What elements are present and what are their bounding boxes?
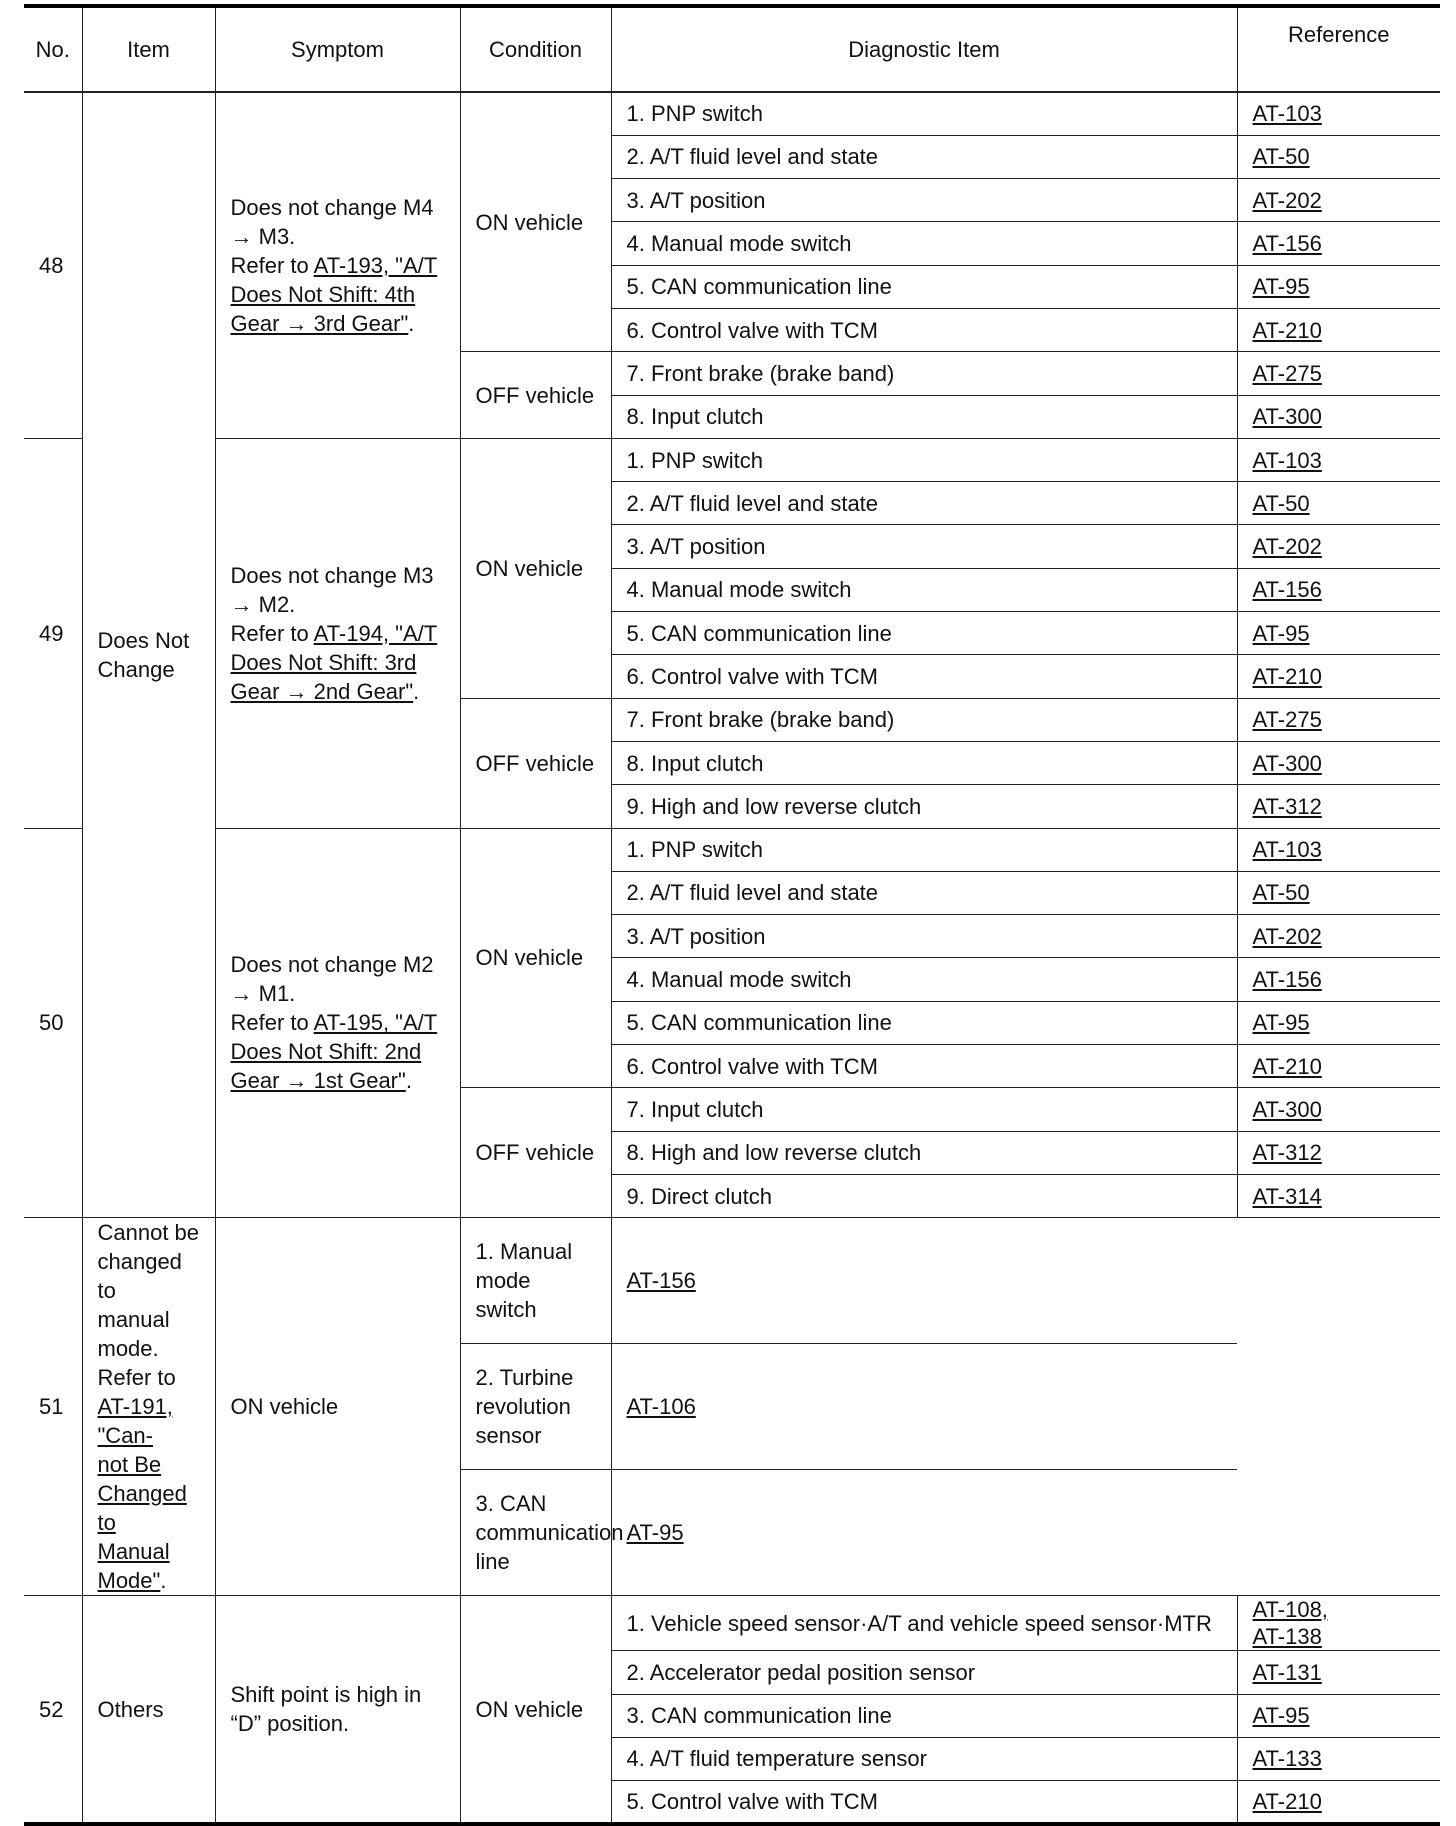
diagnostic-item: 2. Turbine revolution sensor — [460, 1344, 611, 1470]
diagnostic-item: 7. Front brake (brake band) — [611, 352, 1237, 395]
reference-link[interactable]: AT-202 — [1252, 187, 1322, 213]
reference-link[interactable]: AT-210 — [1252, 1053, 1322, 1079]
reference-cell — [1237, 352, 1440, 395]
condition-cell: OFF vehicle — [460, 698, 611, 828]
diagnostic-item: 3. A/T position — [611, 525, 1237, 568]
diagnostic-item: 2. A/T fluid level and state — [611, 482, 1237, 525]
reference-cell — [1237, 741, 1440, 784]
reference-cell — [1237, 655, 1440, 698]
reference-cell — [1237, 482, 1440, 525]
reference-cell — [1237, 1737, 1440, 1780]
symptom-cell: Does not change M4 → M3. Refer to AT-193, "A/T Does Not Shift: 4th Gear → 3rd Gear". — [215, 92, 460, 438]
reference-cell — [611, 1218, 1237, 1344]
reference-cell — [1237, 1651, 1440, 1694]
row-number: 51 — [24, 1218, 82, 1596]
diagnostic-item: 1. Vehicle speed sensor·A/T and vehicle speed sensor·MTR — [611, 1596, 1237, 1651]
reference-link[interactable]: AT-50 — [1252, 880, 1310, 906]
reference-link[interactable]: AT-95 — [1252, 1703, 1310, 1729]
row-number: 52 — [24, 1596, 82, 1824]
condition-cell: ON vehicle — [460, 828, 611, 1088]
diagnostic-item: 5. CAN communication line — [611, 612, 1237, 655]
diagnostic-item: 5. CAN communication line — [611, 265, 1237, 308]
reference-link[interactable]: AT-210 — [1252, 317, 1322, 343]
reference-cell — [1237, 785, 1440, 828]
reference-link[interactable]: AT-156 — [1252, 577, 1322, 603]
condition-cell: ON vehicle — [460, 438, 611, 698]
reference-link[interactable]: AT-156 — [1252, 967, 1322, 993]
diagnostic-item: 5. CAN communication line — [611, 1001, 1237, 1044]
reference-link[interactable]: AT-300 — [1252, 404, 1322, 430]
header-diagnostic-item: Diagnostic Item — [611, 6, 1237, 92]
symptom-cell: Cannot be changed to manual mode. Refer to AT-191, "Can- not Be Changed to Manual Mode". — [82, 1218, 215, 1596]
reference-cell — [1237, 915, 1440, 958]
reference-cell — [611, 1344, 1237, 1470]
reference-link[interactable]: AT-108, — [1252, 1597, 1328, 1623]
reference-cell — [1237, 222, 1440, 265]
diagnostic-item: 3. A/T position — [611, 179, 1237, 222]
table-row — [24, 1218, 1440, 1344]
reference-cell — [1237, 1596, 1440, 1651]
symptom-cell: Does not change M2 → M1. Refer to AT-195, "A/T Does Not Shift: 2nd Gear → 1st Gear". — [215, 828, 460, 1218]
reference-cell — [1237, 958, 1440, 1001]
reference-link[interactable]: AT-103 — [1252, 101, 1322, 127]
reference-cell — [1237, 135, 1440, 178]
reference-link[interactable]: AT-95 — [1252, 1010, 1310, 1036]
diagnostic-item: 7. Front brake (brake band) — [611, 698, 1237, 741]
reference-link[interactable]: AT-95 — [626, 1520, 684, 1546]
reference-link[interactable]: AT-95 — [1252, 274, 1310, 300]
reference-cell — [1237, 395, 1440, 438]
header-no: No. — [24, 6, 82, 92]
symptom-cell: Shift point is high in “D” position. — [215, 1596, 460, 1824]
reference-link[interactable]: AT-210 — [1252, 664, 1322, 689]
diagnostic-item: 2. A/T fluid level and state — [611, 871, 1237, 914]
diagnostic-item: 4. Manual mode switch — [611, 958, 1237, 1001]
diagnostic-item: 8. High and low reverse clutch — [611, 1131, 1237, 1174]
symptom-link[interactable]: AT-195, "A/T Does Not Shift: 2nd Gear → 1st Gear" — [230, 1010, 438, 1094]
reference-link[interactable]: AT-50 — [1252, 490, 1310, 516]
reference-cell — [1237, 612, 1440, 655]
reference-cell — [1237, 1174, 1440, 1217]
reference-link[interactable]: AT-275 — [1252, 360, 1322, 386]
diagnostic-item: 9. High and low reverse clutch — [611, 785, 1237, 828]
reference-link[interactable]: AT-312 — [1252, 793, 1322, 819]
diagnostic-item: 3. A/T position — [611, 915, 1237, 958]
reference-link[interactable]: AT-312 — [1252, 1140, 1322, 1166]
diagnostic-item: 1. Manual mode switch — [460, 1218, 611, 1344]
reference-link[interactable]: AT-300 — [1252, 750, 1322, 776]
reference-link[interactable]: AT-202 — [1252, 534, 1322, 560]
reference-link[interactable]: AT-138 — [1252, 1624, 1322, 1650]
diagnostic-item: 3. CAN communication line — [611, 1694, 1237, 1737]
reference-link[interactable]: AT-50 — [1252, 144, 1310, 170]
reference-link[interactable]: AT-300 — [1252, 1096, 1322, 1122]
diagnostic-item: 8. Input clutch — [611, 395, 1237, 438]
reference-cell — [1237, 1131, 1440, 1174]
header-condition: Condition — [460, 6, 611, 92]
header-item: Item — [82, 6, 215, 92]
symptom-link[interactable]: AT-191, "Can- not Be Changed to Manual Mode" — [97, 1394, 187, 1594]
diagnostic-table — [24, 4, 1440, 1826]
diagnostic-item: 2. Accelerator pedal position sensor — [611, 1651, 1237, 1694]
reference-cell — [1237, 1694, 1440, 1737]
diagnostic-item: 9. Direct clutch — [611, 1174, 1237, 1217]
reference-cell — [1237, 92, 1440, 135]
symptom-link[interactable]: AT-193, "A/T Does Not Shift: 4th Gear → 3rd Gear" — [230, 252, 438, 336]
reference-cell — [1237, 179, 1440, 222]
diagnostic-item: 5. Control valve with TCM — [611, 1781, 1237, 1824]
reference-link[interactable]: AT-103 — [1252, 837, 1322, 863]
reference-cell — [1237, 828, 1440, 871]
diagnostic-item: 2. A/T fluid level and state — [611, 135, 1237, 178]
condition-cell: OFF vehicle — [460, 1088, 611, 1218]
item-does-not-change: Does Not Change — [82, 92, 215, 1218]
reference-link[interactable]: AT-103 — [1252, 447, 1322, 473]
reference-link[interactable]: AT-275 — [1252, 707, 1322, 733]
diagnostic-item: 1. PNP switch — [611, 438, 1237, 481]
diagnostic-item: 6. Control valve with TCM — [611, 1045, 1237, 1088]
table-row — [24, 828, 1440, 871]
reference-link[interactable]: AT-95 — [1252, 620, 1310, 646]
reference-cell — [1237, 871, 1440, 914]
diagnostic-item: 7. Input clutch — [611, 1088, 1237, 1131]
reference-cell — [1237, 525, 1440, 568]
reference-cell — [1237, 1781, 1440, 1824]
reference-link[interactable]: AT-106 — [626, 1394, 696, 1420]
diagnostic-item: 8. Input clutch — [611, 741, 1237, 784]
reference-cell — [1237, 1088, 1440, 1131]
reference-link[interactable]: AT-202 — [1252, 923, 1322, 949]
reference-cell — [1237, 265, 1440, 308]
diagnostic-item: 4. Manual mode switch — [611, 568, 1237, 611]
condition-cell: ON vehicle — [460, 92, 611, 352]
diagnostic-item: 1. PNP switch — [611, 92, 1237, 135]
diagnostic-item: 4. A/T fluid temperature sensor — [611, 1737, 1237, 1780]
reference-link[interactable]: AT-156 — [1252, 231, 1322, 257]
reference-link[interactable]: AT-131 — [1252, 1659, 1322, 1685]
row-number: 48 — [24, 92, 82, 438]
condition-cell: OFF vehicle — [460, 352, 611, 439]
row-number: 50 — [24, 828, 82, 1218]
row-number: 49 — [24, 438, 82, 828]
reference-link[interactable]: AT-156 — [626, 1268, 696, 1294]
diagnostic-item: 4. Manual mode switch — [611, 222, 1237, 265]
table-row — [24, 1596, 1440, 1651]
header-row — [24, 6, 1440, 92]
reference-cell — [611, 1470, 1237, 1596]
reference-link[interactable]: AT-133 — [1252, 1746, 1322, 1772]
reference-link[interactable]: AT-314 — [1252, 1183, 1322, 1209]
header-symptom: Symptom — [215, 6, 460, 92]
table-row — [24, 92, 1440, 135]
reference-cell — [1237, 1045, 1440, 1088]
reference-link[interactable]: AT-210 — [1252, 1789, 1322, 1814]
reference-cell — [1237, 568, 1440, 611]
diagnostic-item: 3. CAN communication line — [460, 1470, 611, 1596]
condition-cell: ON vehicle — [215, 1218, 460, 1596]
reference-cell — [1237, 698, 1440, 741]
symptom-cell: Does not change M3 → M2. Refer to AT-194, "A/T Does Not Shift: 3rd Gear → 2nd Gear". — [215, 438, 460, 828]
table-row — [24, 438, 1440, 481]
reference-cell — [1237, 1001, 1440, 1044]
reference-cell — [1237, 438, 1440, 481]
header-reference: Reference — [1237, 6, 1440, 92]
symptom-link[interactable]: AT-194, "A/T Does Not Shift: 3rd Gear → 2nd Gear" — [230, 620, 438, 704]
diagnostic-item: 6. Control valve with TCM — [611, 655, 1237, 698]
reference-cell — [1237, 308, 1440, 351]
diagnostic-item: 1. PNP switch — [611, 828, 1237, 871]
condition-cell: ON vehicle — [460, 1596, 611, 1824]
diagnostic-item: 6. Control valve with TCM — [611, 308, 1237, 351]
item-others: Others — [82, 1596, 215, 1824]
